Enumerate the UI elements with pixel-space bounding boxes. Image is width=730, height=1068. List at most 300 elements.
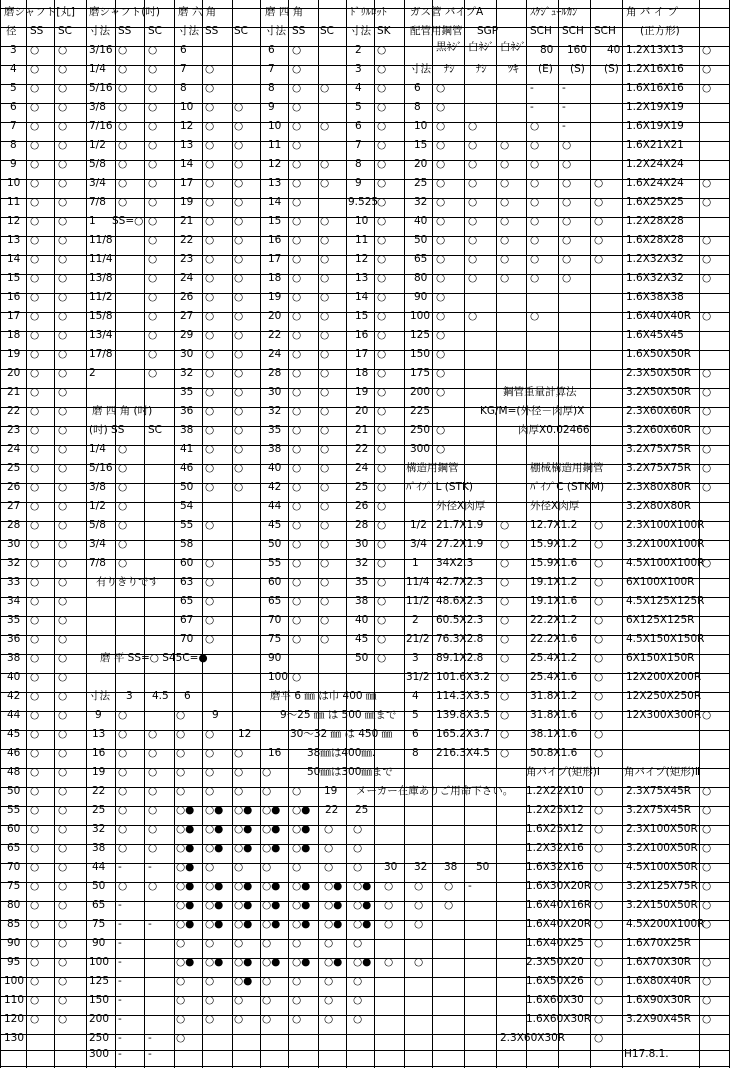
table-cell: ○: [234, 785, 244, 797]
table-cell: ○●: [262, 842, 281, 854]
table-cell: 19: [92, 766, 106, 778]
table-cell: 1/2: [89, 500, 106, 512]
table-cell: 4.5X200X100R: [626, 918, 705, 930]
table-cell: -: [118, 956, 122, 968]
table-cell: ○: [30, 918, 40, 930]
table-cell: 38㎜は400㎜.: [307, 747, 376, 759]
table-cell: 50㎜は300㎜まで: [307, 766, 393, 778]
table-cell: ○: [205, 861, 215, 873]
table-cell: ○: [205, 614, 215, 626]
table-cell: ○: [292, 405, 302, 417]
table-cell: 3.2X50X50R: [626, 386, 692, 398]
table-cell: 2: [355, 44, 362, 56]
table-cell: ○: [377, 576, 387, 588]
table-cell: ○: [377, 120, 387, 132]
table-cell: 90: [268, 652, 282, 664]
table-cell: ○: [377, 139, 387, 151]
table-cell: ○: [234, 937, 244, 949]
table-cell: ○: [58, 329, 68, 341]
table-cell: 12: [180, 120, 194, 132]
table-cell: ○: [30, 158, 40, 170]
table-cell: ○: [205, 728, 215, 740]
table-cell: ○: [118, 728, 128, 740]
table-cell: 1.6X28X28: [626, 234, 684, 246]
table-cell: 2.3X75X45R: [626, 785, 692, 797]
table-cell: 1.6X30X20R: [526, 880, 592, 892]
table-cell: (S): [604, 63, 619, 75]
table-cell: 38: [355, 595, 369, 607]
table-cell: ○: [148, 120, 158, 132]
table-cell: 32: [268, 405, 282, 417]
table-cell: ○: [30, 367, 40, 379]
table-cell: 32: [180, 367, 194, 379]
table-cell: ○●: [234, 918, 253, 930]
table-cell: 10: [180, 101, 194, 113]
table-cell: 3.2X75X75R: [626, 462, 692, 474]
table-cell: ○: [702, 709, 712, 721]
table-cell: ○: [562, 272, 572, 284]
table-cell: ○: [234, 329, 244, 341]
table-cell: 1/2: [89, 139, 106, 151]
table-cell: 46: [7, 747, 21, 759]
table-cell: 12.7X1.2: [530, 519, 578, 531]
table-cell: ○●: [176, 956, 195, 968]
table-cell: ○: [205, 443, 215, 455]
table-cell: ○: [292, 234, 302, 246]
table-cell: ○: [702, 804, 712, 816]
table-cell: SK: [377, 25, 391, 37]
table-cell: ○: [320, 386, 330, 398]
table-cell: 22: [7, 405, 21, 417]
table-cell: -: [118, 899, 122, 911]
table-cell: ○: [292, 538, 302, 550]
table-cell: 60: [180, 557, 194, 569]
table-cell: ○: [292, 120, 302, 132]
table-cell: 9: [95, 709, 102, 721]
table-cell: ○: [30, 310, 40, 322]
table-cell: 1.2X24X24: [626, 158, 684, 170]
table-cell: ○: [436, 310, 446, 322]
table-cell: ○: [468, 120, 478, 132]
table-cell: ○: [30, 994, 40, 1006]
table-cell: ○: [594, 823, 604, 835]
table-cell: ○: [148, 234, 158, 246]
table-cell: 15: [414, 139, 428, 151]
table-cell: ○●: [205, 804, 224, 816]
row-rule: [0, 863, 730, 864]
table-cell: ﾊﾟｲﾌﾟC (STKM): [530, 481, 605, 493]
table-cell: 7/8: [89, 196, 106, 208]
table-cell: ○: [234, 234, 244, 246]
table-cell: ○: [377, 253, 387, 265]
table-cell: ○: [320, 614, 330, 626]
table-cell: 12: [7, 215, 21, 227]
table-cell: ○●: [176, 918, 195, 930]
table-cell: ○: [234, 215, 244, 227]
table-cell: 18: [7, 329, 21, 341]
table-cell: ○: [292, 158, 302, 170]
table-cell: 1.2X22X10: [526, 785, 584, 797]
table-cell: ○: [702, 310, 712, 322]
table-cell: ○: [234, 462, 244, 474]
table-cell: 7/8: [89, 557, 106, 569]
table-cell: ○: [262, 994, 272, 1006]
table-cell: 70: [180, 633, 194, 645]
table-cell: 白ﾈｼﾞ: [500, 41, 527, 53]
table-cell: ○: [58, 652, 68, 664]
table-cell: ○●: [205, 823, 224, 835]
table-cell: 48.6X2.3: [436, 595, 484, 607]
table-cell: ○: [205, 937, 215, 949]
table-cell: ○: [205, 215, 215, 227]
table-cell: ○: [234, 348, 244, 360]
table-cell: ○●: [262, 956, 281, 968]
table-cell: ○: [324, 861, 334, 873]
table-cell: 80: [540, 44, 554, 56]
table-cell: ○: [324, 842, 334, 854]
table-cell: 45: [7, 728, 21, 740]
table-cell: 7/16: [89, 120, 113, 132]
table-cell: ○: [436, 329, 446, 341]
table-cell: ○: [205, 481, 215, 493]
table-cell: -: [562, 101, 566, 113]
table-cell: 50: [268, 538, 282, 550]
table-cell: ○: [148, 804, 158, 816]
table-cell: 13: [7, 234, 21, 246]
table-cell: ○: [702, 443, 712, 455]
table-cell: 24: [180, 272, 194, 284]
table-cell: -: [562, 120, 566, 132]
table-cell: ○: [320, 215, 330, 227]
table-cell: -: [530, 82, 534, 94]
table-cell: 1.6X40X20R: [526, 918, 592, 930]
table-cell: 55: [268, 557, 282, 569]
table-cell: ○: [594, 956, 604, 968]
table-cell: 45: [355, 633, 369, 645]
table-cell: ○: [320, 367, 330, 379]
table-cell: 50: [476, 861, 490, 873]
table-cell: ○: [377, 272, 387, 284]
table-cell: 100: [89, 956, 110, 968]
table-cell: ○: [262, 785, 272, 797]
table-cell: 3.2X60X60R: [626, 424, 692, 436]
table-cell: ○: [58, 823, 68, 835]
table-cell: 6X100X100R: [626, 576, 695, 588]
table-cell: -: [118, 861, 122, 873]
table-cell: ○: [30, 785, 40, 797]
table-cell: 角パイプ(矩形)Ⅰ: [526, 766, 600, 778]
table-cell: ○: [176, 728, 186, 740]
table-cell: 9.525: [348, 196, 379, 208]
table-cell: ○: [500, 557, 510, 569]
table-cell: 1.6X38X38: [626, 291, 684, 303]
table-cell: ○: [377, 310, 387, 322]
table-cell: ○: [30, 690, 40, 702]
table-cell: 32: [7, 557, 21, 569]
table-cell: ○: [500, 177, 510, 189]
table-cell: 11/4: [406, 576, 430, 588]
table-cell: ○: [30, 500, 40, 512]
table-cell: (E): [538, 63, 553, 75]
table-cell: -: [118, 975, 122, 987]
table-cell: ○: [58, 1013, 68, 1025]
table-cell: 17/8: [89, 348, 113, 360]
table-cell: 28: [7, 519, 21, 531]
table-cell: ○: [702, 975, 712, 987]
table-cell: ○: [530, 215, 540, 227]
table-cell: ○: [292, 462, 302, 474]
table-cell: 6: [268, 44, 275, 56]
table-cell: 30～32 ㎜ は 450 ㎜: [290, 728, 393, 740]
table-cell: 6: [414, 82, 421, 94]
table-cell: ○: [377, 158, 387, 170]
table-cell: SCH: [530, 25, 552, 37]
table-cell: ○: [292, 633, 302, 645]
table-cell: ○: [320, 519, 330, 531]
table-cell: ○: [468, 177, 478, 189]
table-cell: ○: [118, 82, 128, 94]
table-cell: ○: [468, 272, 478, 284]
table-cell: 14: [180, 158, 194, 170]
table-cell: ○: [702, 557, 712, 569]
table-cell: 1.6X21X21: [626, 139, 684, 151]
table-cell: 2.3X50X50R: [626, 367, 692, 379]
table-cell: 9: [212, 709, 219, 721]
table-cell: ○: [292, 481, 302, 493]
table-cell: 3.2X100X100R: [626, 538, 705, 550]
table-cell: ○: [205, 462, 215, 474]
table-cell: 角 パ イ プ: [626, 6, 679, 18]
table-cell: ○: [324, 975, 334, 987]
table-cell: ○: [292, 386, 302, 398]
table-cell: ○: [58, 519, 68, 531]
table-cell: 1/4: [89, 443, 106, 455]
table-cell: 1.6X90X30R: [626, 994, 692, 1006]
table-cell: ○: [205, 633, 215, 645]
table-cell: ○: [594, 652, 604, 664]
table-cell: 25: [355, 804, 369, 816]
table-cell: ○: [292, 177, 302, 189]
table-cell: SCH: [562, 25, 584, 37]
table-cell: ○: [324, 823, 334, 835]
table-cell: ○: [205, 310, 215, 322]
col-rule: [86, 0, 87, 1068]
table-cell: ○: [292, 994, 302, 1006]
table-cell: 65: [414, 253, 428, 265]
table-cell: 3/8: [89, 101, 106, 113]
col-rule: [260, 0, 261, 1068]
table-cell: 75: [7, 880, 21, 892]
table-cell: -: [148, 1032, 152, 1044]
table-cell: 42.7X2.3: [436, 576, 484, 588]
col-rule: [232, 0, 233, 1068]
table-cell: ○: [562, 158, 572, 170]
table-cell: 3.2X150X50R: [626, 899, 698, 911]
table-cell: ○: [444, 880, 454, 892]
table-cell: ○: [292, 671, 302, 683]
table-cell: ○: [234, 158, 244, 170]
table-cell: ○: [320, 348, 330, 360]
table-cell: 4.5X100X100R: [626, 557, 705, 569]
table-cell: 1/4: [89, 63, 106, 75]
table-cell: ○: [58, 500, 68, 512]
table-cell: ○: [594, 880, 604, 892]
table-cell: 5: [10, 82, 17, 94]
table-cell: 磨 平 SS=○ S45C=●: [100, 652, 208, 664]
table-cell: 200: [89, 1013, 110, 1025]
table-cell: 30: [7, 538, 21, 550]
table-cell: ○: [594, 614, 604, 626]
table-cell: ○: [205, 291, 215, 303]
table-cell: 20: [7, 367, 21, 379]
table-cell: ○: [205, 101, 215, 113]
table-cell: ○: [436, 367, 446, 379]
table-cell: 120: [4, 1013, 25, 1025]
table-cell: ○●: [324, 918, 343, 930]
row-rule: [0, 1050, 730, 1051]
table-cell: 13: [268, 177, 282, 189]
table-cell: ○: [320, 82, 330, 94]
table-cell: ○: [30, 823, 40, 835]
table-cell: ○: [377, 367, 387, 379]
table-cell: 31/2: [406, 671, 430, 683]
table-cell: ○: [58, 291, 68, 303]
table-cell: ○: [118, 538, 128, 550]
table-cell: ○: [377, 215, 387, 227]
table-cell: ○: [377, 196, 387, 208]
table-cell: 23: [7, 424, 21, 436]
table-cell: 25.4X1.6: [530, 671, 578, 683]
table-cell: ○: [58, 386, 68, 398]
table-cell: 45: [268, 519, 282, 531]
col-rule: [26, 0, 27, 1068]
table-cell: ○●: [205, 880, 224, 892]
table-cell: ○: [562, 253, 572, 265]
table-cell: ○: [30, 177, 40, 189]
table-cell: ○: [30, 386, 40, 398]
table-cell: 1.6X70X25R: [626, 937, 692, 949]
table-cell: ○: [30, 44, 40, 56]
table-cell: ○: [58, 614, 68, 626]
table-cell: ○: [30, 975, 40, 987]
table-cell: ○: [292, 576, 302, 588]
table-cell: ○●: [234, 842, 253, 854]
table-cell: ○: [30, 880, 40, 892]
table-cell: 26: [355, 500, 369, 512]
col-rule: [144, 0, 145, 1068]
table-cell: 1.6X24X24: [626, 177, 684, 189]
table-cell: ○: [702, 386, 712, 398]
col-rule: [174, 0, 175, 1068]
table-cell: ○: [234, 120, 244, 132]
table-cell: ○: [594, 215, 604, 227]
table-cell: 磨平 6 ㎜ は巾 400 ㎜: [270, 690, 377, 702]
table-cell: 90: [7, 937, 21, 949]
table-cell: 3: [355, 63, 362, 75]
col-rule: [496, 0, 497, 1068]
table-cell: ○: [353, 975, 363, 987]
table-cell: ○: [530, 310, 540, 322]
table-cell: 9: [355, 177, 362, 189]
table-cell: SC: [234, 25, 248, 37]
table-cell: ○: [176, 1032, 186, 1044]
table-cell: 1.2X25X12: [526, 804, 584, 816]
table-cell: ○●: [292, 918, 311, 930]
table-cell: ﾅｼ: [444, 63, 455, 75]
table-cell: ○: [58, 272, 68, 284]
table-cell: ○: [148, 253, 158, 265]
table-cell: ○●: [292, 804, 311, 816]
table-cell: 13/8: [89, 272, 113, 284]
table-cell: 21: [7, 386, 21, 398]
table-cell: ○: [205, 1013, 215, 1025]
table-cell: ○: [320, 462, 330, 474]
table-cell: ○: [205, 234, 215, 246]
table-cell: ○: [118, 120, 128, 132]
table-cell: 12: [355, 253, 369, 265]
table-cell: ○●: [353, 899, 372, 911]
table-cell: 60: [268, 576, 282, 588]
table-cell: 11/8: [89, 234, 113, 246]
table-cell: ○: [594, 519, 604, 531]
table-cell: 50: [7, 785, 21, 797]
table-cell: ○: [320, 329, 330, 341]
table-cell: ○: [468, 196, 478, 208]
table-cell: 3: [126, 690, 133, 702]
table-cell: 外径X肉厚: [436, 500, 486, 512]
table-cell: ○: [500, 614, 510, 626]
table-cell: ○●: [234, 975, 253, 987]
table-cell: ○: [58, 158, 68, 170]
table-cell: 32: [414, 861, 428, 873]
table-cell: 32: [355, 557, 369, 569]
table-cell: ○: [500, 139, 510, 151]
table-cell: 8: [10, 139, 17, 151]
table-cell: ○: [30, 405, 40, 417]
table-cell: ○: [377, 595, 387, 607]
table-cell: ○: [118, 519, 128, 531]
table-cell: ○: [205, 557, 215, 569]
table-cell: ○: [58, 709, 68, 721]
table-cell: 250: [89, 1032, 110, 1044]
table-cell: ○: [702, 785, 712, 797]
table-cell: ○●: [234, 880, 253, 892]
table-cell: ○: [58, 120, 68, 132]
table-cell: 33: [7, 576, 21, 588]
table-cell: ○●: [324, 956, 343, 968]
table-cell: 90: [92, 937, 106, 949]
table-cell: ○●: [292, 956, 311, 968]
col-rule: [115, 0, 116, 1068]
table-cell: 1.2X19X19: [626, 101, 684, 113]
table-cell: 18: [268, 272, 282, 284]
table-cell: 2.3X60X60R: [626, 405, 692, 417]
table-cell: ○: [30, 234, 40, 246]
table-cell: 5: [355, 101, 362, 113]
table-cell: 25: [414, 177, 428, 189]
table-cell: ○: [594, 709, 604, 721]
table-cell: 磨 六 角: [178, 6, 217, 18]
table-cell: 300: [410, 443, 431, 455]
table-cell: 22.2X1.2: [530, 614, 578, 626]
table-cell: 5/16: [89, 462, 113, 474]
table-cell: ○: [530, 177, 540, 189]
table-cell: ○: [58, 861, 68, 873]
table-cell: ○: [377, 348, 387, 360]
table-cell: ○●: [292, 842, 311, 854]
table-cell: ○: [58, 937, 68, 949]
table-cell: ○: [30, 956, 40, 968]
